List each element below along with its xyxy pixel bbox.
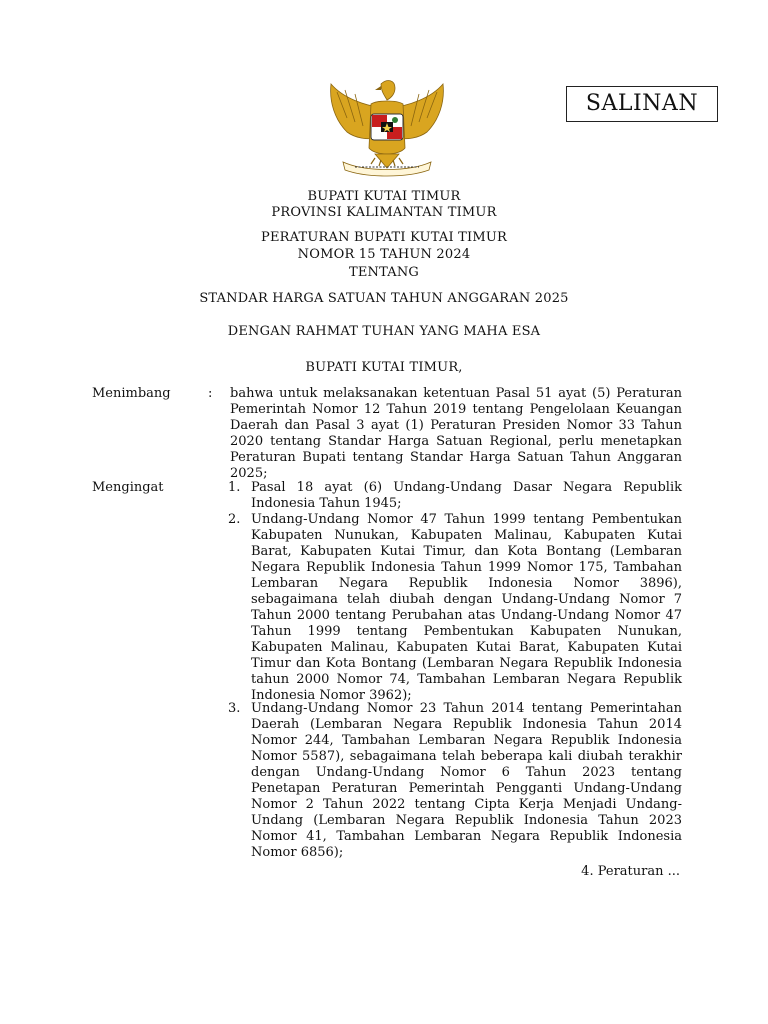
list-item-text: Pasal 18 ayat (6) Undang-Undang Dasar Negara Republik Indonesia Tahun 1945; [251,480,682,511]
menimbang-colon: : [208,386,213,401]
invocation: DENGAN RAHMAT TUHAN YANG MAHA ESA [227,324,541,339]
list-item-text: Undang-Undang Nomor 47 Tahun 1999 tentang Pembentukan Kabupaten Nunukan, Kabupaten Malinau, Kabupaten Kutai Barat, Kabupaten Kutai Timur, dan Kota Bontang (Lembaran Negara Republik Indonesia Tahun 1999 Nomor 175, Tambahan Lembaran Negara Republik Indonesia Nomor 3896), sebagaimana telah diubah dengan Undang-Undang Nomor 7 Tahun 2000 tentang Perubahan atas Undang-Undang Nomor 47 Tahun 1999 tentang Pembentukan Kabupaten Nunukan, Kabupaten Malinau, Kabupaten Kutai Barat, Kabupaten Kutai Timur dan Kota Bontang (Lembaran Negara Republik Indonesia tahun 2000 Nomor 74, Tambahan Lembaran Negara Republik Indonesia Nomor 3962); [251,512,682,703]
regulation-number: NOMOR 15 TAHUN 2024 [297,247,471,262]
list-item-number: 3. [228,701,241,716]
list-item-text: Undang-Undang Nomor 23 Tahun 2014 tentang Pemerintahan Daerah (Lembaran Negara Republik Indonesia Tahun 2014 Nomor 244, Tambahan Lembaran Negara Republik Indonesia Nomor 5587), sebagaimana telah beberapa kali diubah terakhir dengan Undang-Undang Nomor 6 Tahun 2023 tentang Penetapan Peraturan Pemerintah Pengganti Undang-Undang Nomor 2 Tahun 2022 tentang Cipta Kerja Menjadi Undang-Undang (Lembaran Negara Republik Indonesia Tahun 2023 Nomor 41, Tambahan Lembaran Negara Republik Indonesia Nomor 6856); [251,701,682,860]
menimbang-label: Menimbang [92,386,171,401]
regulation-subject: STANDAR HARGA SATUAN TAHUN ANGGARAN 2025 [199,291,569,306]
salinan-stamp: SALINAN [566,86,718,122]
regulation-about: TENTANG [348,265,420,280]
header-province: PROVINSI KALIMANTAN TIMUR [271,205,497,220]
mengingat-label: Mengingat [92,480,164,495]
list-item-number: 1. [228,480,241,495]
continuation-marker: 4. Peraturan ... [581,864,680,879]
list-item-number: 2. [228,512,241,527]
regulation-title: PERATURAN BUPATI KUTAI TIMUR [261,230,507,245]
header-regent: BUPATI KUTAI TIMUR [307,189,461,204]
garuda-emblem-icon [325,78,449,178]
menimbang-text: bahwa untuk melaksanakan ketentuan Pasal 51 ayat (5) Peraturan Pemerintah Nomor 12 Tahun 2019 tentang Pengelolaan Keuangan Daerah dan Pasal 3 ayat (1) Peraturan Presiden Nomor 33 Tahun 2020 tentang Standar Harga Satuan Regional, perlu menetapkan Peraturan Bupati tentang Standar Harga Satuan Tahun Anggaran 2025; [230,386,682,481]
authority: BUPATI KUTAI TIMUR, [305,360,463,375]
